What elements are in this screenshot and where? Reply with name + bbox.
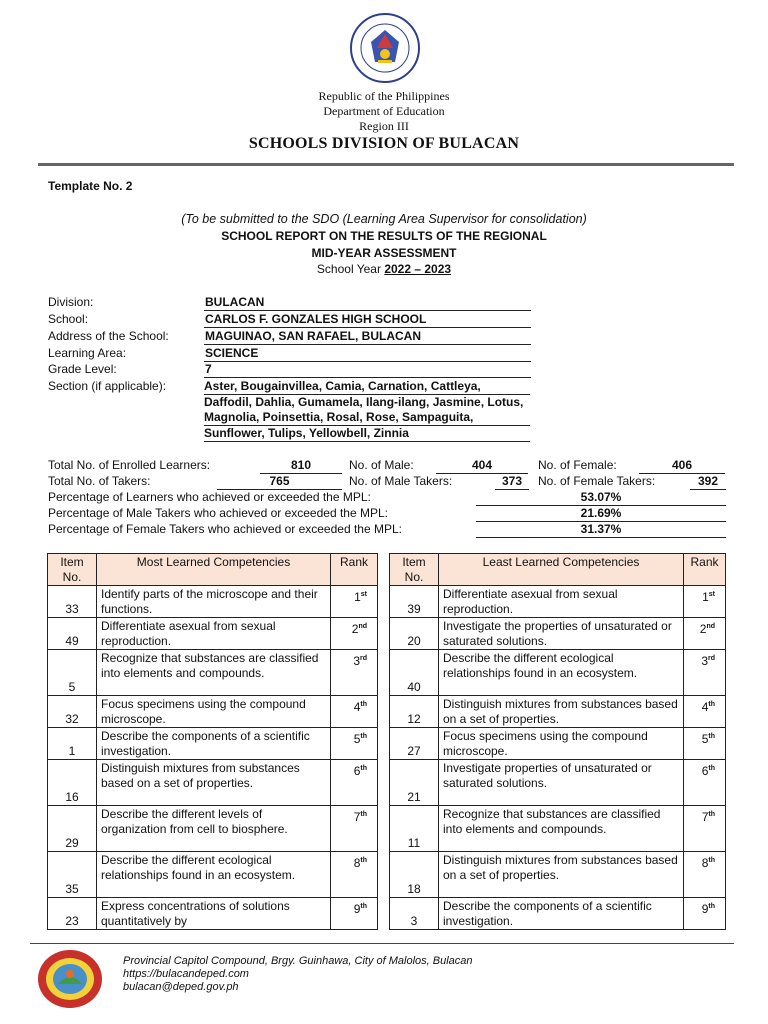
rank-number: 7 (701, 810, 709, 824)
section-value: Aster, Bougainvillea, Camia, Carnation, Cattleya, Daffodil, Dahlia, Gumamela, Ilang-ilang, Jasmine, Lotus, Magnolia, Poinsettia, Rosal, Rose, Sampaguita, Sunflower, Tulips, Yellowbell, Zinnia (204, 379, 524, 440)
rank-suffix: th (708, 701, 715, 708)
grade-level-label: Grade Level: (48, 362, 117, 376)
rank-number: 7 (353, 810, 361, 824)
takers-label: Total No. of Takers: (48, 474, 151, 488)
item-no-cell: 35 (48, 852, 97, 898)
rank-cell (684, 618, 726, 650)
footer-divider (30, 943, 734, 944)
rank-number: 4 (353, 700, 361, 714)
header-divider (38, 163, 734, 166)
competency-cell: Describe the components of a scientific investigation. (439, 898, 684, 930)
competency-cell: Recognize that substances are classified into elements and compounds. (97, 650, 331, 696)
address-label: Address of the School: (48, 329, 169, 343)
template-number: Template No. 2 (48, 179, 133, 193)
rank-cell (684, 806, 726, 852)
table-row (48, 852, 378, 898)
competency-cell: Investigate properties of unsaturated or saturated solutions. (439, 760, 684, 806)
table-row (390, 806, 726, 852)
rank-number: 2 (351, 622, 359, 636)
rank-cell (331, 650, 378, 696)
item-no-header: Item No. (390, 554, 439, 586)
competency-cell: Describe the different levels of organization from cell to biosphere. (97, 806, 331, 852)
item-no-cell: 33 (48, 586, 97, 618)
item-no-cell: 12 (390, 696, 439, 728)
competency-cell: Investigate the properties of unsaturated or saturated solutions. (439, 618, 684, 650)
section-underline (204, 425, 530, 426)
rank-suffix: th (360, 903, 367, 910)
rank-cell (331, 728, 378, 760)
table-row (48, 898, 378, 930)
item-no-cell: 3 (390, 898, 439, 930)
rank-suffix: st (360, 591, 367, 598)
rank-suffix: th (360, 765, 367, 772)
submission-note: (To be submitted to the SDO (Learning Area Supervisor for consolidation) (181, 212, 587, 226)
item-no-cell: 49 (48, 618, 97, 650)
competency-cell: Differentiate asexual from sexual reproduction. (439, 586, 684, 618)
item-no-cell: 18 (390, 852, 439, 898)
female-takers-value: 392 (690, 474, 726, 490)
header-region: Region III (359, 119, 409, 133)
school-year-label: School Year (316, 262, 381, 276)
rank-header: Rank (331, 554, 378, 586)
division-label: Division: (48, 295, 94, 309)
male-takers-value: 373 (495, 474, 529, 490)
address-value: MAGUINAO, SAN RAFAEL, BULACAN (204, 329, 531, 345)
school-value: CARLOS F. GONZALES HIGH SCHOOL (204, 312, 531, 328)
table-header-row (48, 554, 378, 586)
rank-cell (684, 760, 726, 806)
rank-number: 8 (353, 856, 361, 870)
item-no-cell: 27 (390, 728, 439, 760)
pct-all-value: 53.07% (476, 490, 726, 506)
table-row (48, 728, 378, 760)
header-country: Republic of the Philippines (318, 89, 450, 103)
rank-number: 1 (354, 590, 361, 604)
male-value: 404 (436, 458, 528, 474)
rank-number: 6 (701, 764, 709, 778)
competency-header: Most Learned Competencies (97, 554, 331, 586)
deped-seal-logo (349, 12, 421, 84)
item-no-header: Item No. (48, 554, 97, 586)
rank-cell (331, 586, 378, 618)
table-row (48, 618, 378, 650)
rank-suffix: th (360, 701, 367, 708)
competency-cell: Differentiate asexual from sexual reproduction. (97, 618, 331, 650)
section-underline (204, 441, 530, 442)
pct-male-value: 21.69% (476, 506, 726, 522)
competency-header: Least Learned Competencies (439, 554, 684, 586)
male-label: No. of Male: (349, 458, 414, 472)
pct-all-label: Percentage of Learners who achieved or exceeded the MPL: (48, 490, 371, 504)
rank-suffix: rd (708, 655, 715, 662)
footer-address: Provincial Capitol Compound, Brgy. Guinhawa, City of Malolos, Bulacan (123, 955, 473, 967)
enrolled-value: 810 (260, 458, 342, 474)
rank-number: 4 (701, 700, 709, 714)
table-row (48, 650, 378, 696)
competency-cell: Describe the components of a scientific investigation. (97, 728, 331, 760)
item-no-cell: 39 (390, 586, 439, 618)
rank-cell (684, 586, 726, 618)
rank-cell (331, 696, 378, 728)
footer-website-link[interactable]: https://bulacandeped.com (123, 968, 249, 980)
rank-cell (684, 852, 726, 898)
least-learned-table (389, 553, 726, 930)
enrolled-label: Total No. of Enrolled Learners: (48, 458, 211, 472)
rank-suffix: st (708, 591, 715, 598)
table-header-row (390, 554, 726, 586)
rank-cell (331, 852, 378, 898)
rank-number: 9 (353, 902, 361, 916)
most-learned-table (47, 553, 378, 930)
table-row (48, 586, 378, 618)
item-no-cell: 1 (48, 728, 97, 760)
item-no-cell: 20 (390, 618, 439, 650)
header-department: Department of Education (323, 104, 445, 118)
rank-cell (331, 760, 378, 806)
rank-number: 5 (701, 732, 709, 746)
table-row (390, 650, 726, 696)
table-row (390, 852, 726, 898)
rank-cell (684, 898, 726, 930)
rank-suffix: th (708, 765, 715, 772)
sdo-bulacan-logo (36, 948, 104, 1010)
rank-number: 9 (701, 902, 709, 916)
school-label: School: (48, 312, 89, 326)
female-value: 406 (639, 458, 725, 474)
rank-cell (331, 618, 378, 650)
competency-cell: Identify parts of the microscope and their functions. (97, 586, 331, 618)
female-takers-label: No. of Female Takers: (538, 474, 656, 488)
rank-suffix: th (708, 811, 715, 818)
rank-suffix: nd (706, 623, 715, 630)
male-takers-label: No. of Male Takers: (349, 474, 453, 488)
rank-number: 8 (701, 856, 709, 870)
learning-area-label: Learning Area: (48, 346, 127, 360)
rank-suffix: nd (358, 623, 367, 630)
item-no-cell: 16 (48, 760, 97, 806)
competency-cell: Distinguish mixtures from substances based on a set of properties. (439, 696, 684, 728)
competency-cell: Describe the different ecological relationships found in an ecosystem. (439, 650, 684, 696)
item-no-cell: 29 (48, 806, 97, 852)
rank-suffix: th (360, 733, 367, 740)
school-year-value: 2022 – 2023 (384, 262, 452, 276)
item-no-cell: 23 (48, 898, 97, 930)
item-no-cell: 32 (48, 696, 97, 728)
table-row (390, 728, 726, 760)
rank-number: 1 (702, 590, 709, 604)
rank-number: 2 (699, 622, 707, 636)
school-year (0, 262, 768, 276)
pct-female-value: 31.37% (476, 522, 726, 538)
item-no-cell: 11 (390, 806, 439, 852)
rank-cell (684, 650, 726, 696)
table-row (390, 898, 726, 930)
rank-header: Rank (684, 554, 726, 586)
report-title: SCHOOL REPORT ON THE RESULTS OF THE REGIONAL (221, 229, 547, 243)
item-no-cell: 40 (390, 650, 439, 696)
rank-cell (331, 898, 378, 930)
table-row (48, 760, 378, 806)
competency-cell: Recognize that substances are classified into elements and compounds. (439, 806, 684, 852)
section-underline (204, 394, 530, 395)
item-no-cell: 5 (48, 650, 97, 696)
report-subtitle: MID-YEAR ASSESSMENT (311, 246, 457, 260)
pct-male-label: Percentage of Male Takers who achieved or exceeded the MPL: (48, 506, 388, 520)
section-label: Section (if applicable): (48, 379, 167, 393)
takers-value: 765 (217, 474, 342, 490)
rank-suffix: rd (360, 655, 367, 662)
header-division: SCHOOLS DIVISION OF BULACAN (248, 135, 520, 152)
pct-female-label: Percentage of Female Takers who achieved or exceeded the MPL: (48, 522, 402, 536)
table-row (390, 760, 726, 806)
competency-cell: Express concentrations of solutions quantitatively by (97, 898, 331, 930)
learning-area-value: SCIENCE (204, 346, 531, 362)
competency-cell: Distinguish mixtures from substances based on a set of properties. (439, 852, 684, 898)
rank-suffix: th (708, 733, 715, 740)
division-value: BULACAN (204, 295, 531, 311)
rank-cell (684, 728, 726, 760)
rank-suffix: th (708, 903, 715, 910)
competency-cell: Describe the different ecological relationships found in an ecosystem. (97, 852, 331, 898)
rank-number: 6 (353, 764, 361, 778)
rank-suffix: th (360, 857, 367, 864)
rank-cell (684, 696, 726, 728)
table-row (390, 586, 726, 618)
table-row (48, 806, 378, 852)
competency-cell: Focus specimens using the compound microscope. (439, 728, 684, 760)
competency-cell: Focus specimens using the compound microscope. (97, 696, 331, 728)
item-no-cell: 21 (390, 760, 439, 806)
rank-cell (331, 806, 378, 852)
rank-suffix: th (708, 857, 715, 864)
female-label: No. of Female: (538, 458, 617, 472)
grade-level-value: 7 (204, 362, 531, 378)
footer-email-link[interactable]: bulacan@deped.gov.ph (123, 981, 239, 993)
rank-number: 3 (701, 654, 708, 668)
rank-number: 3 (353, 654, 360, 668)
rank-number: 5 (353, 732, 361, 746)
table-row (390, 618, 726, 650)
rank-suffix: th (360, 811, 367, 818)
table-row (48, 696, 378, 728)
competency-cell: Distinguish mixtures from substances based on a set of properties. (97, 760, 331, 806)
table-row (390, 696, 726, 728)
